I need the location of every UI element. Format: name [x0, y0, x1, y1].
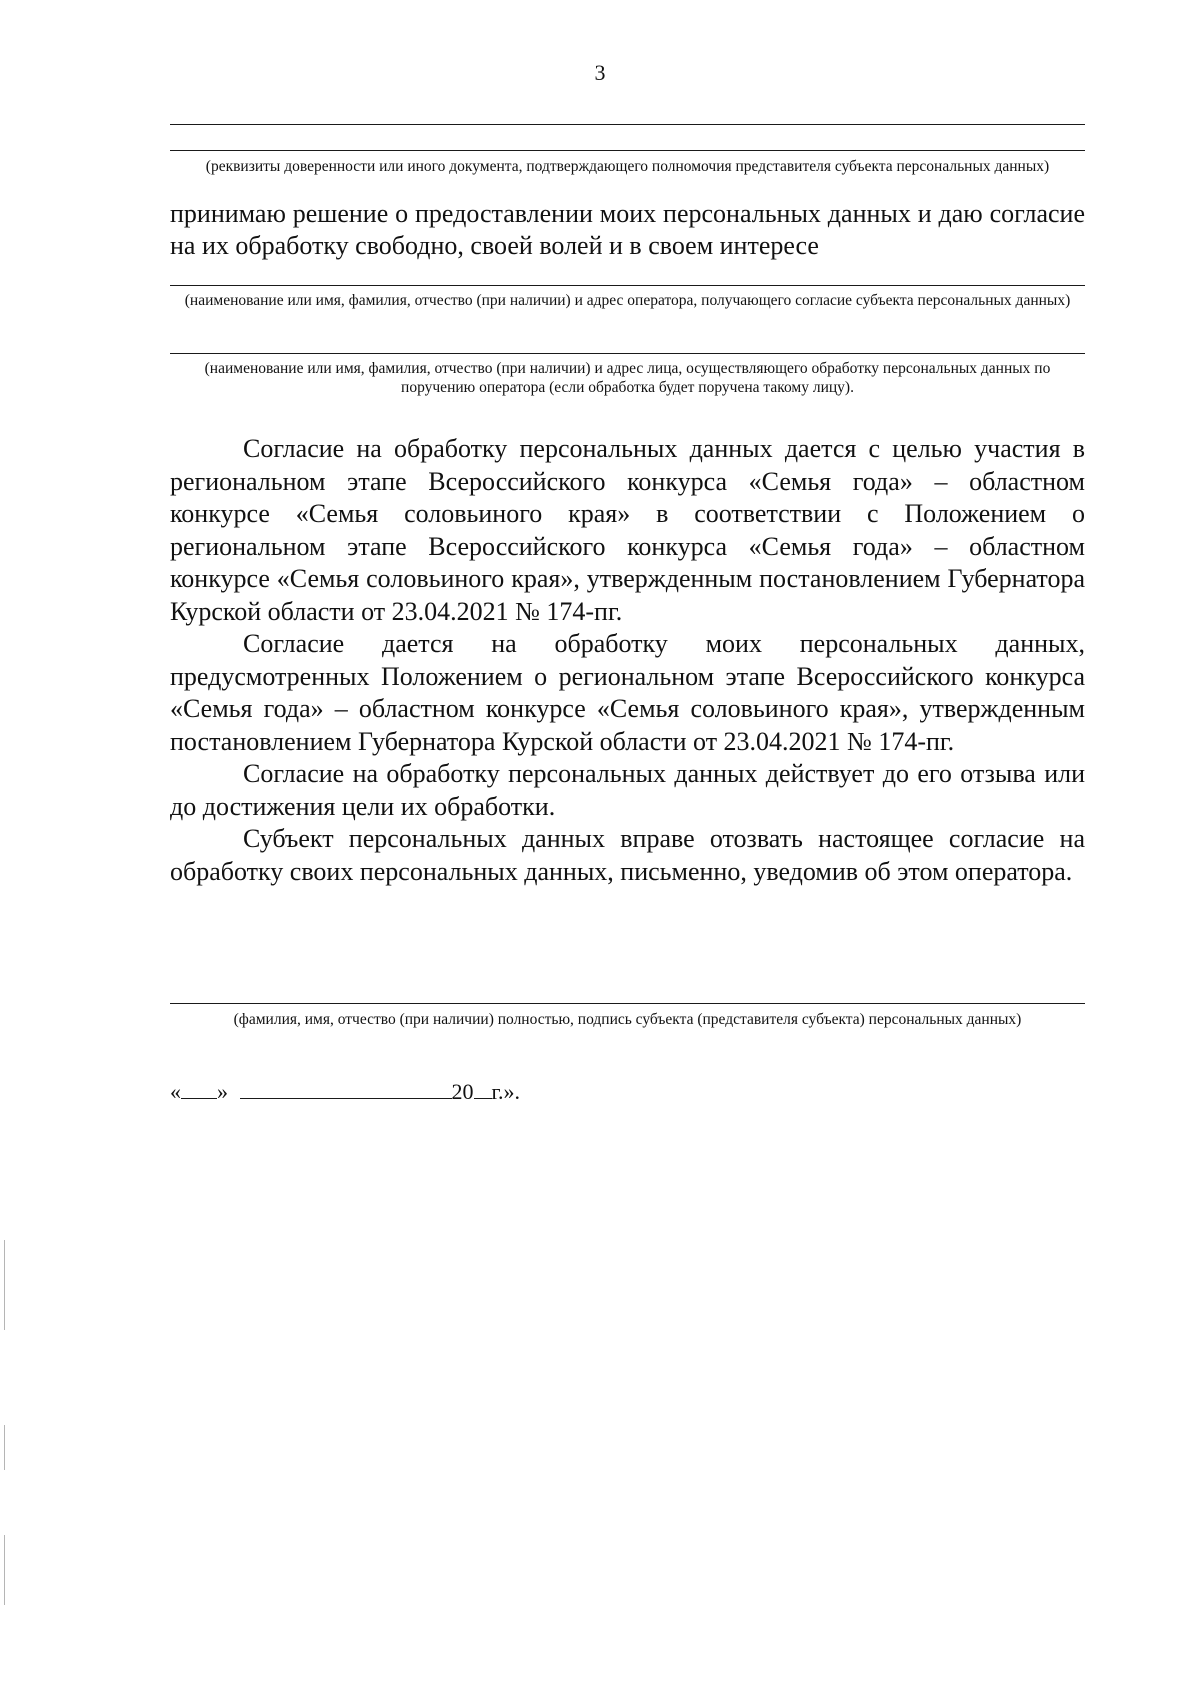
- date-close-quote: »: [217, 1079, 228, 1104]
- year-suffix: г.».: [491, 1079, 521, 1104]
- date-line: [170, 1078, 520, 1106]
- signature-line: [170, 1003, 1085, 1004]
- fill-line-proxy-1: [170, 124, 1085, 125]
- caption-processor: (наименование или имя, фамилия, отчество (при наличии) и адрес лица, осуществляющего обработку персональных данных по поручению оператора (если обработка будет поручена такому лицу).: [204, 360, 1051, 396]
- fill-line-processor: [170, 353, 1085, 354]
- consent-lead-text: принимаю решение о предоставлении моих персональных данных и даю согласие на их обработку свободно, своей волей и в своем интересе: [170, 199, 1085, 260]
- scan-mark-1: [4, 1240, 5, 1330]
- paragraph-scope: Согласие дается на обработку моих персональных данных, предусмотренных Положением о региональном этапе Всероссийского конкурса «Семья года» – областном конкурсе «Семья соловьиного края», утвержденным постановлением Губернатора Курской области от 23.04.2021 № 174-пг.: [170, 629, 1085, 756]
- paragraph-withdrawal: Субъект персональных данных вправе отозвать настоящее согласие на обработку своих персональных данных, письменно, уведомив об этом оператора.: [170, 824, 1085, 886]
- caption-operator: (наименование или имя, фамилия, отчество (при наличии) и адрес оператора, получающего согласие субъекта персональных данных): [184, 292, 1071, 309]
- fill-line-proxy-2: [170, 150, 1085, 151]
- year-blank: [474, 1078, 492, 1099]
- caption-proxy-details: (реквизиты доверенности или иного документа, подтверждающего полномочия представителя субъекта персональных данных): [205, 158, 1050, 175]
- consent-body: [170, 433, 1085, 888]
- year-prefix: 20: [451, 1079, 474, 1104]
- scan-mark-3: [4, 1535, 5, 1605]
- fill-line-operator: [170, 285, 1085, 286]
- caption-signature: (фамилия, имя, отчество (при наличии) полностью, подпись субъекта (представителя субъекта) персональных данных): [233, 1011, 1022, 1028]
- scan-mark-2: [4, 1425, 5, 1470]
- date-open-quote: «: [170, 1079, 181, 1104]
- page-number: 3: [594, 60, 606, 85]
- day-blank: [181, 1078, 217, 1099]
- month-blank: [240, 1078, 452, 1099]
- paragraph-validity: Согласие на обработку персональных данных действует до его отзыва или до достижения цели их обработки.: [170, 759, 1085, 821]
- paragraph-purpose: Согласие на обработку персональных данных дается с целью участия в региональном этапе Всероссийского конкурса «Семья года» – областном конкурсе «Семья соловьиного края» в соответствии с Положением о региональном этапе Всероссийского конкурса «Семья года» – областном конкурсе «Семья соловьиного края», утвержденным постановлением Губернатора Курской области от 23.04.2021 № 174-пг.: [170, 434, 1085, 626]
